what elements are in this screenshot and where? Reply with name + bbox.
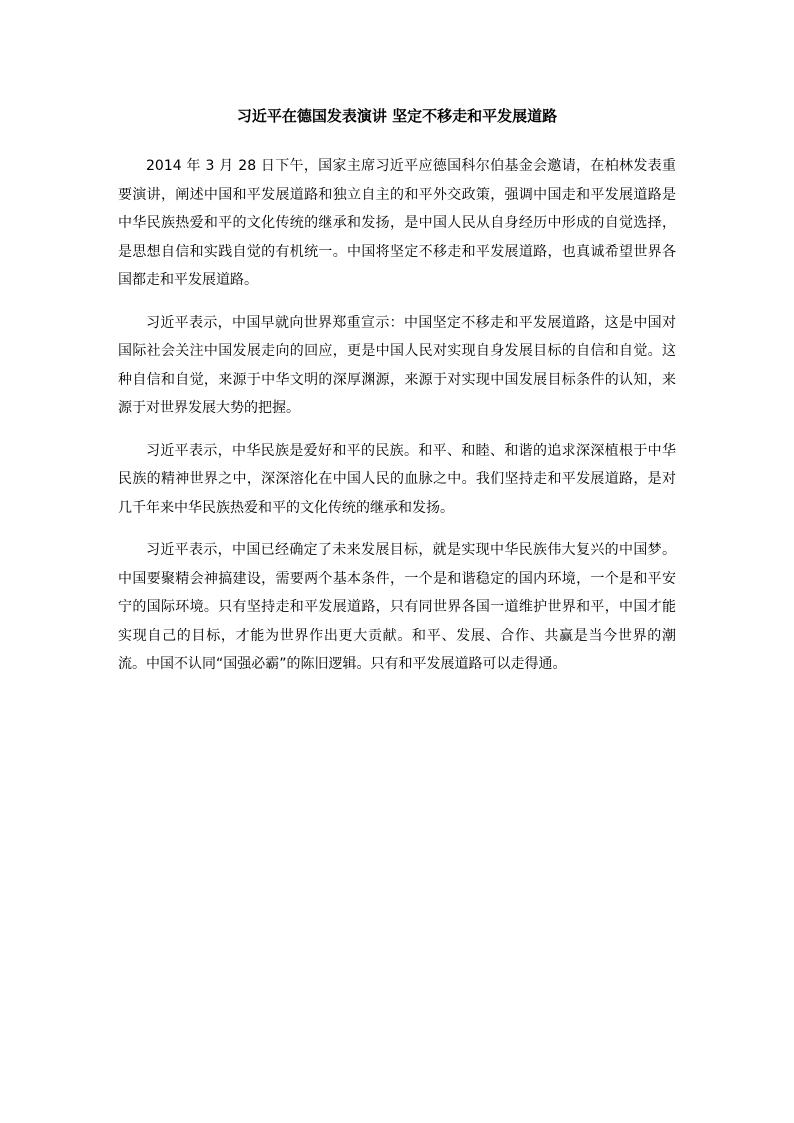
paragraph-2: 习近平表示，中国早就向世界郑重宣示：中国坚定不移走和平发展道路，这是中国对国际社会关注中国发展走向的回应，更是中国人民对实现自身发展目标的自信和自觉。这种自信和自觉，来源于中华文明的深厚渊源，来源于对实现中国发展目标条件的认知，来源于对世界发展大势的把握。 (118, 314, 676, 416)
paragraph-3: 习近平表示，中华民族是爱好和平的民族。和平、和睦、和谐的追求深深植根于中华民族的精神世界之中，深深溶化在中国人民的血脉之中。我们坚持走和平发展道路，是对几千年来中华民族热爱和平的文化传统的继承和发扬。 (118, 442, 676, 516)
document-title: 习近平在德国发表演讲 坚定不移走和平发展道路 (236, 107, 558, 125)
paragraph-4: 习近平表示，中国已经确定了未来发展目标，就是实现中华民族伟大复兴的中国梦。中国要聚精会神搞建设，需要两个基本条件，一个是和谐稳定的国内环境，一个是和平安宁的国际环境。只有坚持走和平发展道路，只有同世界各国一道维护世界和平，中国才能实现自己的目标，才能为世界作出更大贡献。和平、发展、合作、共赢是当今世界的潮流。中国不认同“国强必霸”的陈旧逻辑。只有和平发展道路可以走得通。 (118, 542, 676, 672)
paragraph-1: 2014 年 3 月 28 日下午，国家主席习近平应德国科尔伯基金会邀请，在柏林发表重要演讲，阐述中国和平发展道路和独立自主的和平外交政策，强调中国走和平发展道路是中华民族热爱和平的文化传统的继承和发扬，是中国人民从自身经历中形成的自觉选择，是思想自信和实践自觉的有机统一。中国将坚定不移走和平发展道路，也真诚希望世界各国都走和平发展道路。 (118, 158, 676, 288)
document-body (118, 152, 676, 693)
